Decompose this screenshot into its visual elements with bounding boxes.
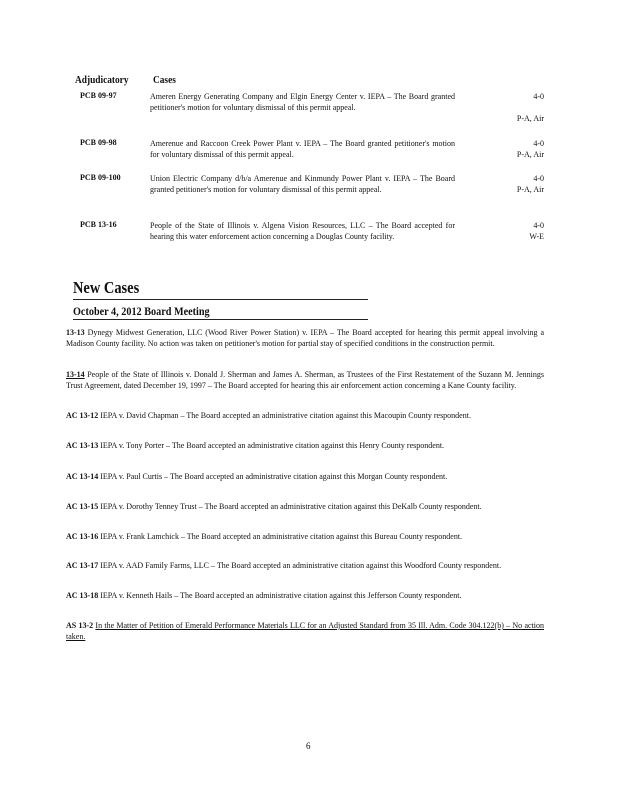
case-id: 13-13	[66, 328, 85, 337]
divider	[73, 299, 368, 300]
case-id: AC 13-13	[66, 441, 99, 450]
case-id: AC 13-12	[66, 411, 99, 420]
new-case-item	[66, 410, 544, 421]
meeting-heading: October 4, 2012 Board Meeting	[73, 304, 210, 318]
case-text: IEPA v. Frank Lamchick – The Board accepted an administrative citation against this Bureau County respondent.	[100, 532, 463, 541]
case-vote: 4-0 W-E	[529, 221, 544, 241]
case-text: Union Electric Company d/b/a Amerenue and Kinmundy Power Plant v. IEPA – The Board granted petitioner's motion for voluntary dismissal of this permit appeal.	[150, 174, 455, 194]
case-id: AC 13-15	[66, 502, 99, 511]
case-text: Dynegy Midwest Generation, LLC (Wood River Power Station) v. IEPA – The Board accepted for hearing this permit appeal involving a Madison County facility. No action was taken on petitioner's motion for partial stay of specified conditions in the construction permit.	[66, 328, 545, 348]
case-vote: 4-0 P-A, Air	[516, 92, 544, 123]
divider	[73, 319, 368, 320]
new-cases-title: New Cases	[73, 278, 140, 297]
case-id: AC 13-17	[66, 561, 99, 570]
case-text: Ameren Energy Generating Company and Elgin Energy Center v. IEPA – The Board granted petitioner's motion for voluntary dismissal of this permit appeal.	[150, 92, 455, 112]
case-id: PCB 13-16	[80, 220, 117, 229]
new-case-item	[66, 369, 544, 391]
case-text: People of the State of Illinois v. Algena Vision Resources, LLC – The Board accepted for hearing this water enforcement action concerning a Douglas County facility.	[150, 221, 455, 241]
case-text: IEPA v. Dorothy Tenney Trust – The Board accepted an administrative citation against this DeKalb County respondent.	[100, 502, 482, 511]
page-number: 6	[306, 741, 311, 751]
case-id: 13-14	[66, 370, 85, 379]
new-case-item	[66, 590, 544, 601]
new-case-item	[66, 531, 544, 542]
case-id: AC 13-18	[66, 591, 99, 600]
adjudicatory-header: Adjudicatory	[75, 74, 129, 86]
cases-header: Cases	[153, 74, 176, 86]
case-text: People of the State of Illinois v. Donald J. Sherman and James A. Sherman, as Trustees of the First Restatement of the Suzann M. Jennings Trust Agreement, dated December 19, 1997 – The Board accepted for hearing this air enforcement action concerning a Kane County facility.	[66, 370, 544, 390]
new-case-item	[66, 501, 544, 512]
case-text: In the Matter of Petition of Emerald Performance Materials LLC for an Adjusted Standard from 35 Ill. Adm. Code 304.122(b) – No action taken.	[66, 621, 544, 641]
new-case-item	[66, 327, 544, 349]
case-vote: 4-0 P-A, Air	[516, 139, 544, 159]
case-text: IEPA v. AAD Family Farms, LLC – The Board accepted an administrative citation against this Woodford County respondent.	[100, 561, 502, 570]
case-id: AC 13-14	[66, 472, 99, 481]
new-case-item	[66, 440, 544, 451]
case-id: PCB 09-98	[80, 138, 117, 147]
case-text: IEPA v. Tony Porter – The Board accepted an administrative citation against this Henry County respondent.	[100, 441, 445, 450]
case-text: IEPA v. David Chapman – The Board accepted an administrative citation against this Macoupin County respondent.	[100, 411, 471, 420]
new-case-item	[66, 620, 544, 642]
case-id: PCB 09-97	[80, 91, 117, 100]
new-case-item	[66, 471, 544, 482]
case-vote: 4-0 P-A, Air	[516, 174, 544, 194]
case-id: PCB 09-100	[80, 173, 121, 182]
case-id: AC 13-16	[66, 532, 99, 541]
case-text: Amerenue and Raccoon Creek Power Plant v. IEPA – The Board granted petitioner's motion for voluntary dismissal of this permit appeal.	[150, 139, 455, 159]
new-case-item	[66, 560, 544, 571]
case-text: IEPA v. Kenneth Hails – The Board accepted an administrative citation against this Jefferson County respondent.	[100, 591, 462, 600]
case-id: AS 13-2	[66, 621, 94, 630]
case-text: IEPA v. Paul Curtis – The Board accepted an administrative citation against this Morgan County respondent.	[100, 472, 448, 481]
